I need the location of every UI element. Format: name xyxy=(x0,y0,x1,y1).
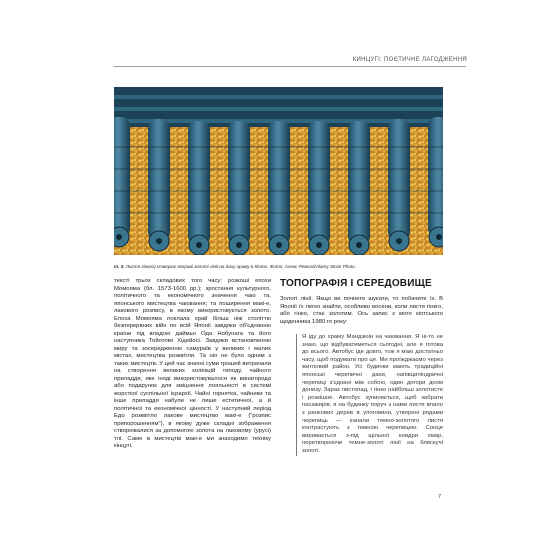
section-intro: Золоті лінії. Якщо ви почнете шукати, то побачите їх. В Японії їх легко знайти, особливо восени, коли листя гінкго, або гінко, стає золотим. Ось запис з мого кіотського щоденника 1980 го року: xyxy=(280,296,443,325)
page-number: 7 xyxy=(438,494,442,500)
figure-caption xyxy=(114,264,443,270)
temple-roof-photo xyxy=(114,87,443,255)
figure-caption-text: Листя гінкго) створює яскраві золоті лінії на даху храму в Кіото. Фото: Алекс Ремсей/Alamy Stock Photo. xyxy=(124,264,357,269)
section-title: ТОПОГРАФІЯ І СЕРЕДОВИЩЕ xyxy=(280,278,432,289)
temple-roof-illustration xyxy=(114,87,443,255)
running-header: КИНЦУГІ: ПОЄТИЧНЕ ЛАГОДЖЕННЯ xyxy=(352,57,467,63)
header-rule xyxy=(114,66,466,67)
right-column xyxy=(280,278,443,456)
figure-label: Іл. 3. xyxy=(114,264,125,269)
diary-quote: Я іду до храму Мандзюін на чаювання. Я ні-то не знаю, що відбуватиметься сьогодні, але я готова до всього. Автобус іде довго, тож я маю достатньо часу, щоб подумати про це. Ми проїжджаємо через житловий район. Усі будинки мають традиційні японські черепичні дахи, напівциліндричні черепиці з'єднані між собою, один догори дном донизу. Зараз листопад, і гінко найбільш золотисте і розкішне. Автобус зупиняється, щоб забрати пасажирів, я на будинку поруч з нами листя впало з ранкових дерев в улоговини, утворені рядами черепиць — канали темно-золотого листя контрастують з темною черепицею. Сонце виривається з-під щільної ковдри хмар, перетворюючи темне-золоті лінії на блискучі золоті. xyxy=(296,334,443,456)
left-column-text: тексті трьох складових того часу: розкоші епохи Момояма (бл. 1573-1600 рр.); зростання культурного, політичного та економічного значення чаю та, японського мистецтва чаювання; та поширення макі-е, лакового розпису, в якому використовується золото. Епоха Момояма поклала край більш ніж століттю безперервних війн по всій Японії завдяки об'єднанню країни під владою даймьо Ода Нобунага та його наступника Тойотомі Хідейосі. Завдяки встановленню миру та зосередженню самураїв у великих і малих містах, мистецтва розквітли. Та ніо не було одним з таких мистецтв. У цей час значні суми грошей витрачали на створення великих колекцій типоду, чайного приладдя, яке іноді використовувалося як винагорода або подарунок для зміцнення лояльності в системі жорсткої суспільної ієрархії. Чайні горнятка, чайники та інше приладдя набули не лише естетичної, а й політичної та економічної цінності. У наступний період Едо розквітло лакове мистецтво макі-е ("розпис припорошенням"), в якому дуже складні зображення створювалися за допомогою золота на лаковому (урусі) тлі. Саме в мистецтві макі-е ми знаходимо техніку кінцугі. xyxy=(114,278,271,449)
